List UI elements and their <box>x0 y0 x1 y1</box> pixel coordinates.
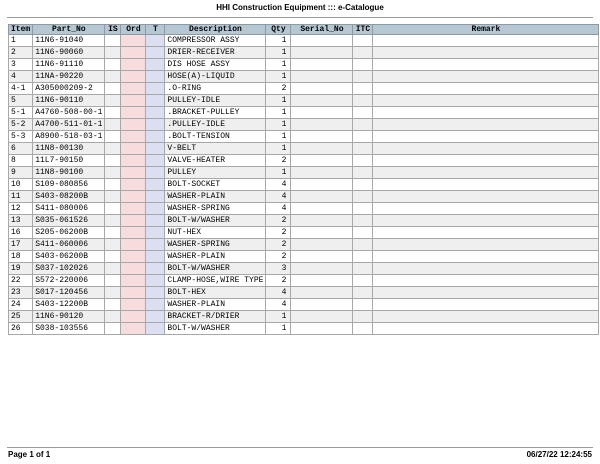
cell-remark <box>373 203 599 215</box>
cell-part-no: 11N8-00130 <box>33 143 105 155</box>
cell-remark <box>373 131 599 143</box>
cell-t <box>146 299 165 311</box>
cell-serial-no <box>291 323 353 335</box>
table-row[interactable] <box>9 323 599 335</box>
page-indicator: Page 1 of 1 <box>8 450 51 459</box>
cell-ord <box>121 119 146 131</box>
cell-ord <box>121 263 146 275</box>
cell-is <box>105 107 121 119</box>
cell-item: 18 <box>9 251 33 263</box>
parts-table <box>8 24 599 335</box>
cell-itc <box>353 191 373 203</box>
cell-item: 8 <box>9 155 33 167</box>
cell-t <box>146 47 165 59</box>
table-row[interactable] <box>9 47 599 59</box>
cell-item: 19 <box>9 263 33 275</box>
cell-qty: 1 <box>266 95 291 107</box>
cell-is <box>105 239 121 251</box>
cell-ord <box>121 107 146 119</box>
cell-t <box>146 107 165 119</box>
cell-serial-no <box>291 35 353 47</box>
cell-item: 4 <box>9 71 33 83</box>
cell-description: .BOLT-TENSION <box>165 131 266 143</box>
cell-serial-no <box>291 119 353 131</box>
cell-description: WASHER-SPRING <box>165 239 266 251</box>
table-row[interactable] <box>9 179 599 191</box>
table-row[interactable] <box>9 71 599 83</box>
cell-description: WASHER-PLAIN <box>165 299 266 311</box>
cell-part-no: S403-08200B <box>33 191 105 203</box>
cell-remark <box>373 179 599 191</box>
cell-item: 17 <box>9 239 33 251</box>
cell-part-no: 11N6-91040 <box>33 35 105 47</box>
cell-description: .O-RING <box>165 83 266 95</box>
cell-is <box>105 251 121 263</box>
cell-part-no: S109-080856 <box>33 179 105 191</box>
cell-qty: 1 <box>266 47 291 59</box>
cell-remark <box>373 311 599 323</box>
cell-is <box>105 131 121 143</box>
cell-itc <box>353 275 373 287</box>
cell-is <box>105 143 121 155</box>
column-header-is: IS <box>105 25 121 35</box>
cell-remark <box>373 287 599 299</box>
column-header-description: Description <box>165 25 266 35</box>
cell-ord <box>121 251 146 263</box>
cell-t <box>146 59 165 71</box>
table-row[interactable] <box>9 311 599 323</box>
cell-remark <box>373 275 599 287</box>
cell-remark <box>373 71 599 83</box>
cell-remark <box>373 155 599 167</box>
cell-remark <box>373 83 599 95</box>
cell-remark <box>373 239 599 251</box>
cell-t <box>146 275 165 287</box>
cell-item: 3 <box>9 59 33 71</box>
cell-qty: 1 <box>266 131 291 143</box>
cell-description: BOLT-W/WASHER <box>165 215 266 227</box>
column-header-ord: Ord <box>121 25 146 35</box>
cell-ord <box>121 275 146 287</box>
cell-t <box>146 263 165 275</box>
cell-description: PULLEY <box>165 167 266 179</box>
cell-part-no: A4700-511-01-1 <box>33 119 105 131</box>
cell-serial-no <box>291 239 353 251</box>
cell-serial-no <box>291 203 353 215</box>
cell-description: BOLT-W/WASHER <box>165 263 266 275</box>
cell-item: 12 <box>9 203 33 215</box>
cell-t <box>146 191 165 203</box>
cell-ord <box>121 203 146 215</box>
cell-ord <box>121 239 146 251</box>
table-row[interactable] <box>9 155 599 167</box>
cell-itc <box>353 311 373 323</box>
cell-qty: 2 <box>266 251 291 263</box>
cell-part-no: 11N8-90100 <box>33 167 105 179</box>
cell-ord <box>121 59 146 71</box>
cell-itc <box>353 35 373 47</box>
table-row[interactable] <box>9 119 599 131</box>
cell-item: 4-1 <box>9 83 33 95</box>
cell-qty: 1 <box>266 35 291 47</box>
column-header-item: Item <box>9 25 33 35</box>
cell-item: 24 <box>9 299 33 311</box>
cell-serial-no <box>291 287 353 299</box>
cell-description: PULLEY-IDLE <box>165 95 266 107</box>
cell-remark <box>373 167 599 179</box>
print-timestamp: 06/27/22 12:24:55 <box>526 450 592 459</box>
cell-is <box>105 95 121 107</box>
cell-itc <box>353 131 373 143</box>
cell-qty: 2 <box>266 227 291 239</box>
cell-serial-no <box>291 263 353 275</box>
cell-serial-no <box>291 299 353 311</box>
cell-ord <box>121 287 146 299</box>
cell-remark <box>373 143 599 155</box>
cell-t <box>146 215 165 227</box>
cell-description: V-BELT <box>165 143 266 155</box>
cell-item: 13 <box>9 215 33 227</box>
cell-item: 9 <box>9 167 33 179</box>
column-header-t: T <box>146 25 165 35</box>
cell-is <box>105 179 121 191</box>
cell-is <box>105 215 121 227</box>
cell-itc <box>353 227 373 239</box>
cell-serial-no <box>291 311 353 323</box>
cell-ord <box>121 191 146 203</box>
cell-itc <box>353 71 373 83</box>
cell-is <box>105 311 121 323</box>
cell-description: COMPRESSOR ASSY <box>165 35 266 47</box>
cell-serial-no <box>291 107 353 119</box>
cell-serial-no <box>291 275 353 287</box>
cell-qty: 1 <box>266 311 291 323</box>
cell-remark <box>373 215 599 227</box>
cell-part-no: 11NA-90220 <box>33 71 105 83</box>
cell-serial-no <box>291 71 353 83</box>
cell-part-no: S411-080006 <box>33 203 105 215</box>
cell-qty: 1 <box>266 71 291 83</box>
cell-is <box>105 155 121 167</box>
cell-serial-no <box>291 47 353 59</box>
table-row[interactable] <box>9 275 599 287</box>
cell-part-no: S038-103556 <box>33 323 105 335</box>
cell-item: 5-1 <box>9 107 33 119</box>
cell-part-no: S403-06200B <box>33 251 105 263</box>
cell-description: VALVE-HEATER <box>165 155 266 167</box>
cell-serial-no <box>291 83 353 95</box>
cell-item: 23 <box>9 287 33 299</box>
cell-is <box>105 59 121 71</box>
cell-item: 5-2 <box>9 119 33 131</box>
cell-is <box>105 263 121 275</box>
cell-qty: 2 <box>266 155 291 167</box>
cell-qty: 2 <box>266 239 291 251</box>
cell-itc <box>353 155 373 167</box>
cell-is <box>105 83 121 95</box>
cell-remark <box>373 59 599 71</box>
cell-itc <box>353 299 373 311</box>
cell-ord <box>121 311 146 323</box>
cell-is <box>105 323 121 335</box>
cell-description: BOLT-HEX <box>165 287 266 299</box>
cell-part-no: A8900-518-03-1 <box>33 131 105 143</box>
cell-serial-no <box>291 227 353 239</box>
cell-remark <box>373 299 599 311</box>
cell-t <box>146 311 165 323</box>
table-row[interactable] <box>9 191 599 203</box>
cell-item: 11 <box>9 191 33 203</box>
cell-itc <box>353 215 373 227</box>
cell-t <box>146 83 165 95</box>
cell-ord <box>121 35 146 47</box>
table-row[interactable] <box>9 167 599 179</box>
table-row[interactable] <box>9 131 599 143</box>
cell-is <box>105 167 121 179</box>
cell-description: BRACKET-R/DRIER <box>165 311 266 323</box>
column-header-qty: Qty <box>266 25 291 35</box>
cell-t <box>146 155 165 167</box>
table-row[interactable] <box>9 299 599 311</box>
cell-part-no: S035-061526 <box>33 215 105 227</box>
cell-ord <box>121 143 146 155</box>
footer-divider <box>7 447 593 448</box>
cell-serial-no <box>291 215 353 227</box>
cell-description: DIS HOSE ASSY <box>165 59 266 71</box>
table-row[interactable] <box>9 203 599 215</box>
cell-qty: 2 <box>266 215 291 227</box>
cell-remark <box>373 251 599 263</box>
cell-itc <box>353 251 373 263</box>
cell-t <box>146 131 165 143</box>
cell-item: 1 <box>9 35 33 47</box>
cell-t <box>146 71 165 83</box>
table-row[interactable] <box>9 107 599 119</box>
cell-is <box>105 71 121 83</box>
cell-description: BOLT-SOCKET <box>165 179 266 191</box>
cell-ord <box>121 83 146 95</box>
cell-is <box>105 119 121 131</box>
cell-is <box>105 299 121 311</box>
cell-part-no: A305000209-2 <box>33 83 105 95</box>
cell-remark <box>373 263 599 275</box>
cell-description: WASHER-PLAIN <box>165 251 266 263</box>
cell-t <box>146 179 165 191</box>
cell-itc <box>353 47 373 59</box>
cell-part-no: S403-12200B <box>33 299 105 311</box>
cell-ord <box>121 227 146 239</box>
cell-is <box>105 35 121 47</box>
cell-qty: 1 <box>266 107 291 119</box>
cell-qty: 4 <box>266 299 291 311</box>
table-row[interactable] <box>9 83 599 95</box>
cell-qty: 1 <box>266 59 291 71</box>
cell-description: WASHER-PLAIN <box>165 191 266 203</box>
cell-part-no: S205-06200B <box>33 227 105 239</box>
cell-t <box>146 119 165 131</box>
cell-part-no: 11N6-90060 <box>33 47 105 59</box>
cell-description: .PULLEY-IDLE <box>165 119 266 131</box>
cell-qty: 2 <box>266 275 291 287</box>
cell-t <box>146 35 165 47</box>
column-header-remark: Remark <box>373 25 599 35</box>
cell-ord <box>121 323 146 335</box>
header-divider <box>7 17 593 18</box>
cell-serial-no <box>291 143 353 155</box>
table-row[interactable] <box>9 239 599 251</box>
cell-qty: 4 <box>266 287 291 299</box>
cell-ord <box>121 71 146 83</box>
cell-ord <box>121 47 146 59</box>
cell-description: CLAMP-HOSE,WIRE TYPE <box>165 275 266 287</box>
cell-item: 26 <box>9 323 33 335</box>
column-header-part-no: Part_No <box>33 25 105 35</box>
cell-description: NUT-HEX <box>165 227 266 239</box>
cell-is <box>105 47 121 59</box>
cell-t <box>146 143 165 155</box>
cell-t <box>146 95 165 107</box>
cell-t <box>146 167 165 179</box>
cell-is <box>105 203 121 215</box>
cell-ord <box>121 299 146 311</box>
table-row[interactable] <box>9 263 599 275</box>
cell-qty: 4 <box>266 191 291 203</box>
cell-qty: 4 <box>266 203 291 215</box>
cell-serial-no <box>291 179 353 191</box>
table-row[interactable] <box>9 95 599 107</box>
cell-t <box>146 203 165 215</box>
cell-itc <box>353 83 373 95</box>
cell-serial-no <box>291 131 353 143</box>
cell-itc <box>353 203 373 215</box>
cell-remark <box>373 47 599 59</box>
cell-ord <box>121 167 146 179</box>
cell-ord <box>121 131 146 143</box>
cell-is <box>105 227 121 239</box>
cell-item: 25 <box>9 311 33 323</box>
cell-t <box>146 251 165 263</box>
cell-part-no: S037-102026 <box>33 263 105 275</box>
cell-part-no: 11L7-90150 <box>33 155 105 167</box>
cell-itc <box>353 143 373 155</box>
cell-item: 5 <box>9 95 33 107</box>
cell-part-no: 11N6-90120 <box>33 311 105 323</box>
column-header-serial-no: Serial_No <box>291 25 353 35</box>
cell-remark <box>373 119 599 131</box>
cell-qty: 1 <box>266 323 291 335</box>
cell-itc <box>353 107 373 119</box>
table-row[interactable] <box>9 59 599 71</box>
cell-serial-no <box>291 251 353 263</box>
cell-part-no: S017-120456 <box>33 287 105 299</box>
cell-t <box>146 239 165 251</box>
cell-itc <box>353 323 373 335</box>
cell-serial-no <box>291 59 353 71</box>
table-row[interactable] <box>9 251 599 263</box>
table-row[interactable] <box>9 227 599 239</box>
cell-remark <box>373 107 599 119</box>
cell-itc <box>353 119 373 131</box>
cell-qty: 1 <box>266 119 291 131</box>
cell-t <box>146 323 165 335</box>
column-header-itc: ITC <box>353 25 373 35</box>
cell-part-no: 11N6-91110 <box>33 59 105 71</box>
cell-ord <box>121 179 146 191</box>
cell-is <box>105 287 121 299</box>
table-header-row <box>9 25 599 35</box>
cell-itc <box>353 239 373 251</box>
cell-qty: 1 <box>266 167 291 179</box>
cell-itc <box>353 167 373 179</box>
cell-item: 10 <box>9 179 33 191</box>
cell-part-no: A4760-508-00-1 <box>33 107 105 119</box>
cell-t <box>146 287 165 299</box>
page-title: HHI Construction Equipment ::: e-Catalogue <box>216 3 384 12</box>
cell-remark <box>373 35 599 47</box>
cell-serial-no <box>291 155 353 167</box>
cell-description: BOLT-W/WASHER <box>165 323 266 335</box>
cell-part-no: S411-060006 <box>33 239 105 251</box>
cell-item: 16 <box>9 227 33 239</box>
cell-description: WASHER-SPRING <box>165 203 266 215</box>
cell-ord <box>121 95 146 107</box>
table-row[interactable] <box>9 143 599 155</box>
cell-qty: 2 <box>266 83 291 95</box>
cell-serial-no <box>291 191 353 203</box>
cell-remark <box>373 191 599 203</box>
cell-remark <box>373 227 599 239</box>
cell-itc <box>353 59 373 71</box>
cell-item: 2 <box>9 47 33 59</box>
cell-qty: 1 <box>266 143 291 155</box>
cell-itc <box>353 95 373 107</box>
cell-remark <box>373 323 599 335</box>
table-row[interactable] <box>9 287 599 299</box>
cell-description: HOSE(A)-LIQUID <box>165 71 266 83</box>
cell-itc <box>353 263 373 275</box>
cell-description: DRIER-RECEIVER <box>165 47 266 59</box>
cell-ord <box>121 155 146 167</box>
table-row[interactable] <box>9 215 599 227</box>
cell-description: .BRACKET-PULLEY <box>165 107 266 119</box>
cell-is <box>105 191 121 203</box>
cell-remark <box>373 95 599 107</box>
cell-serial-no <box>291 167 353 179</box>
cell-item: 22 <box>9 275 33 287</box>
cell-itc <box>353 287 373 299</box>
cell-is <box>105 275 121 287</box>
cell-ord <box>121 215 146 227</box>
table-row[interactable] <box>9 35 599 47</box>
cell-qty: 4 <box>266 179 291 191</box>
cell-t <box>146 227 165 239</box>
cell-part-no: S572-220006 <box>33 275 105 287</box>
cell-itc <box>353 179 373 191</box>
cell-qty: 3 <box>266 263 291 275</box>
cell-item: 6 <box>9 143 33 155</box>
cell-part-no: 11N6-90110 <box>33 95 105 107</box>
cell-serial-no <box>291 95 353 107</box>
cell-item: 5-3 <box>9 131 33 143</box>
